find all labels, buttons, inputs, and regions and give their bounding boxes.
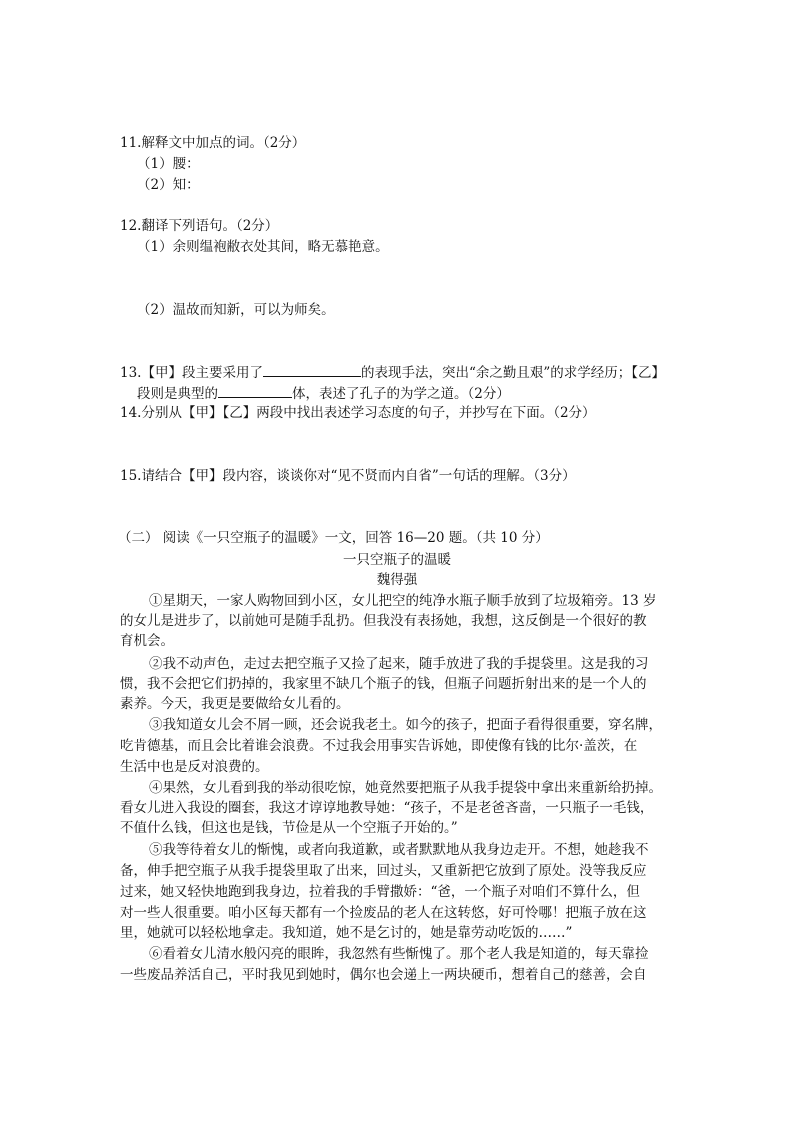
article-line: 备，伸手把空瓶子从我手提袋里取了出来，回过头，又重新把它放到了原处。没等我反应 <box>120 863 647 879</box>
article-line: 里，她就可以轻松地拿走。我知道，她不是乞讨的，她是靠劳动吃饭的……” <box>120 925 573 941</box>
article-line: 惯，我不会把它们扔掉的，我家里不缺几个瓶子的钱，但瓶子问题折射出来的是一个人的 <box>120 676 647 692</box>
question-13-line-1 <box>120 362 665 382</box>
question-13-text-c: 段则是典型的 <box>137 386 218 402</box>
article-line: 素养。今天，我更是要做给女儿看的。 <box>120 696 350 712</box>
question-11-stem: 11.解释文中加点的词。（2分） <box>120 135 306 151</box>
question-12-stem: 12.翻译下列语句。（2分） <box>120 218 279 234</box>
question-11-item-2: （2）知： <box>137 177 200 193</box>
fill-blank-2[interactable] <box>218 383 292 398</box>
article-line: ④果然，女儿看到我的举动很吃惊，她竟然要把瓶子从我手提袋中拿出来重新给扔掉。 <box>149 780 662 796</box>
article-line: 一些废品养活自己，平时我见到她时，偶尔也会递上一两块硬币，想着自己的慈善，会自 <box>120 967 647 983</box>
article-line: ⑥看着女儿清水般闪亮的眼眸，我忽然有些惭愧了。那个老人我是知道的，每天靠捡 <box>149 946 649 962</box>
question-13-text-d: 体，表述了孔子的为学之道。（2分） <box>292 386 510 402</box>
question-13-text-b: 的表现手法，突出“余之勤且艰”的求学经历；【乙】 <box>360 365 666 381</box>
article-line: ②我不动声色，走过去把空瓶子又捡了起来，随手放进了我的手提袋里。这是我的习 <box>149 656 649 672</box>
article-line: ③我知道女儿会不屑一顾，还会说我老土。如今的孩子，把面子看得很重要，穿名牌， <box>149 717 662 733</box>
article-line: 过来，她又轻快地跑到我身边，拉着我的手臂撒娇：“爸，一个瓶子对咱们不算什么，但 <box>120 884 640 900</box>
fill-blank-1[interactable] <box>263 362 361 377</box>
article-line: 看女儿进入我设的圈套，我这才谆谆地教导她：“孩子，不是老爸吝啬，一只瓶子一毛钱， <box>120 800 654 816</box>
question-13-line-2 <box>137 383 510 403</box>
question-15-stem: 15.请结合【甲】段内容，谈谈你对“见不贤而内自省”一句话的理解。（3分） <box>120 468 576 484</box>
article-line: 生活中也是反对浪费的。 <box>120 759 269 775</box>
question-14-stem: 14.分别从【甲】【乙】两段中找出表述学习态度的句子，并抄写在下面。（2分） <box>120 405 596 421</box>
article-line: 育机会。 <box>120 633 174 649</box>
question-12-item-2: （2）温故而知新，可以为师矣。 <box>137 302 335 318</box>
article-line: 的女儿是进步了，以前她可是随手乱扔。但我没有表扬她，我想，这反倒是一个很好的教 <box>120 613 647 629</box>
article-line: 对一些人很重要。咱小区每天都有一个捡废品的老人在这转悠，好可怜哪！把瓶子放在这 <box>120 905 647 921</box>
question-12-item-1: （1）余则缊袍敝衣处其间，略无慕艳意。 <box>137 239 389 255</box>
article-title: 一只空瓶子的温暖 <box>343 552 451 568</box>
article-line: 不值什么钱，但这也是钱，节俭是从一个空瓶子开始的。” <box>120 820 458 836</box>
question-11-item-1: （1）腰： <box>137 156 200 172</box>
article-line: ⑤我等待着女儿的惭愧，或者向我道歉，或者默默地从我身边走开。不想，她趁我不 <box>149 842 649 858</box>
article-line: 吃肯德基，而且会比着谁会浪费。不过我会用事实告诉她，即使像有钱的比尔·盖茨，在 <box>120 738 638 754</box>
article-line: ①星期天，一家人购物回到小区，女儿把空的纯净水瓶子顺手放到了垃圾箱旁。13 岁 <box>149 593 657 609</box>
section-2-heading: （二） 阅读《一只空瓶子的温暖》一文，回答 16—20 题。（共 10 分） <box>118 530 549 546</box>
question-13-text-a: 13.【甲】段主要采用了 <box>120 365 263 381</box>
article-author: 魏得强 <box>376 572 418 588</box>
